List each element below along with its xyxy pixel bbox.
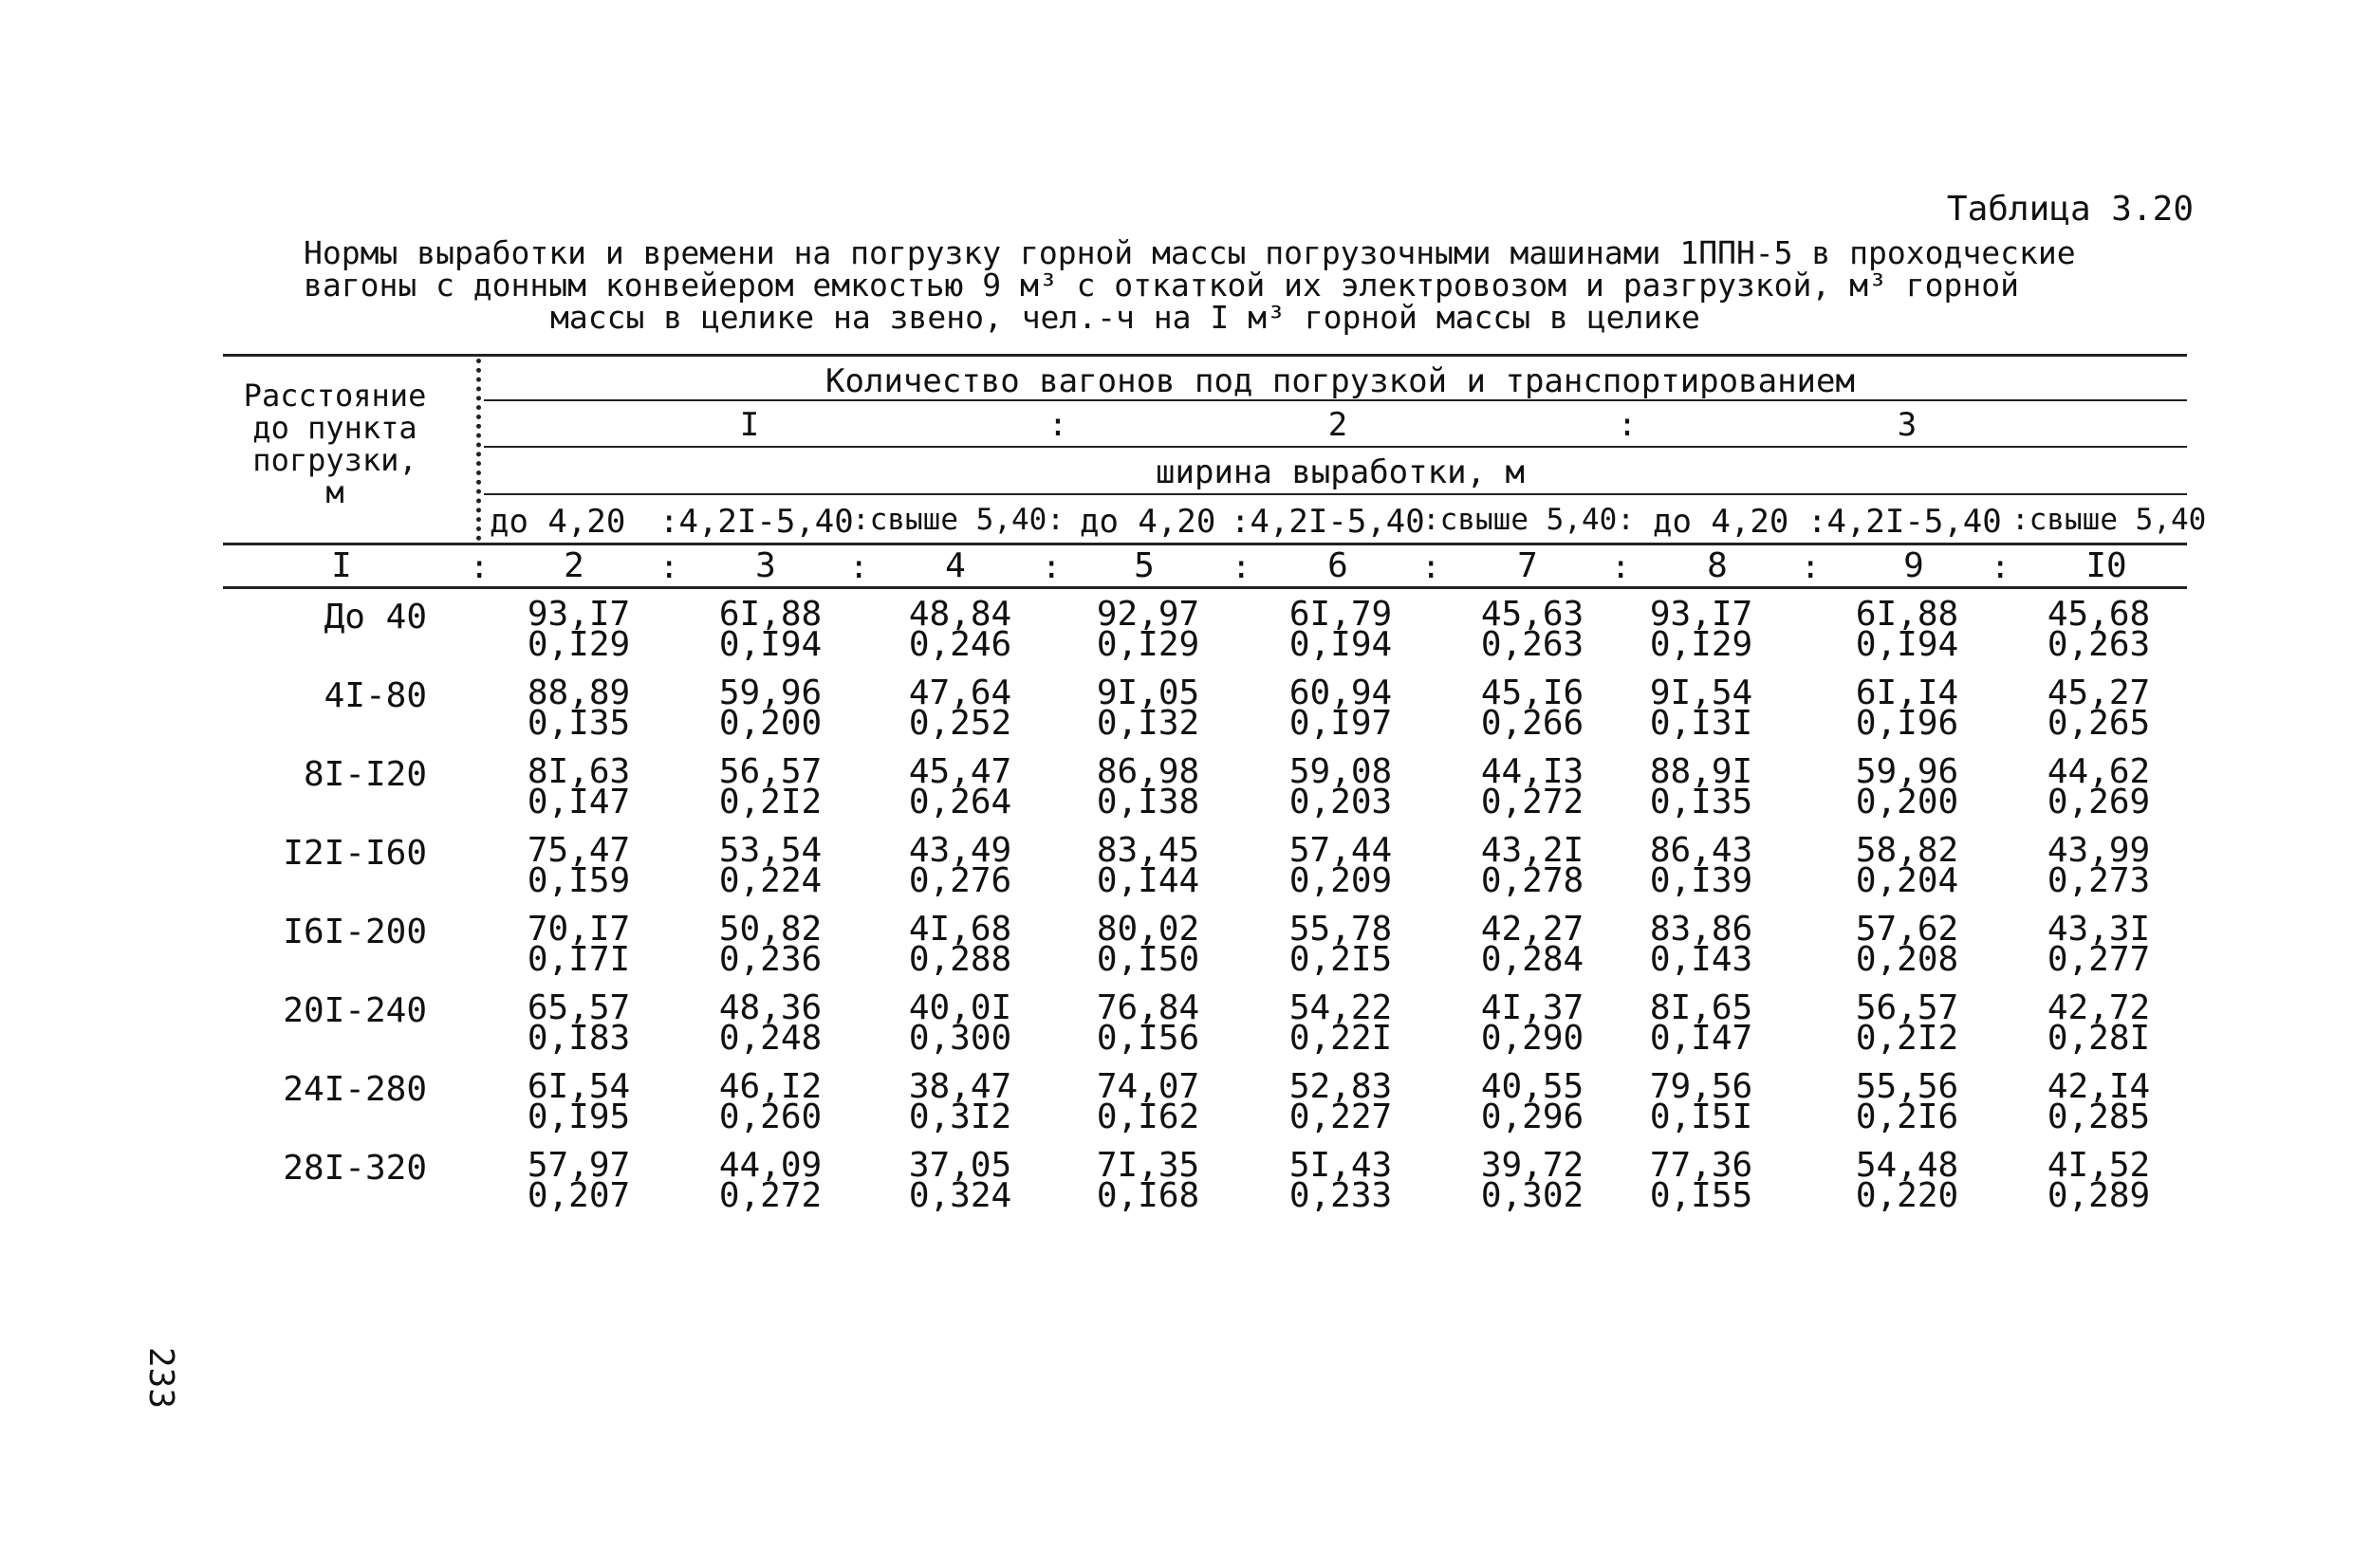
time-value: 0,22I — [1288, 1019, 1393, 1058]
output-value: 50,82 — [718, 910, 823, 949]
output-value: 44,I3 — [1480, 752, 1584, 791]
time-value: 0,I5I — [1649, 1098, 1753, 1136]
output-value: 44,62 — [2047, 752, 2151, 791]
column-number: 9 — [1903, 546, 1924, 585]
table-cell — [2042, 831, 2156, 900]
table-cell — [1475, 673, 1589, 743]
time-value: 0,I56 — [1096, 1019, 1200, 1058]
table-cell — [1091, 831, 1205, 900]
output-value: 42,72 — [2047, 988, 2151, 1027]
time-value: 0,265 — [2047, 704, 2151, 743]
output-value: 83,86 — [1649, 910, 1753, 949]
wagon-count-1: I — [739, 406, 760, 444]
time-value: 0,I94 — [1288, 625, 1393, 664]
output-value: 57,97 — [527, 1146, 631, 1185]
table-cell — [903, 595, 1017, 664]
table-cell — [522, 752, 636, 821]
table-cell — [1644, 988, 1758, 1058]
table-cell — [1475, 1067, 1589, 1136]
table-cell — [1091, 1146, 1205, 1215]
time-value: 0,I94 — [1855, 625, 1959, 664]
table-cell — [713, 910, 827, 979]
table-cell — [1475, 988, 1589, 1058]
header-text: погрузки, — [252, 442, 417, 478]
time-value: 0,I83 — [527, 1019, 631, 1058]
time-value: 0,289 — [2047, 1176, 2151, 1215]
column-number: 4 — [945, 546, 966, 585]
column-number-separator: : — [849, 548, 869, 586]
table-cell — [1644, 673, 1758, 743]
caption-line: массы в целике на звено, чел.-ч на I м³ горной массы в целике — [550, 299, 1700, 336]
time-value: 0,264 — [908, 783, 1012, 821]
time-value: 0,2I6 — [1855, 1098, 1959, 1136]
table-cell — [1091, 988, 1205, 1058]
output-value: 76,84 — [1096, 988, 1200, 1027]
caption-line: Нормы выработки и времени на погрузку горной массы погрузочными машинами 1ППН-5 в проходческие — [304, 234, 2076, 271]
table-caption — [285, 234, 2144, 336]
table-cell — [2042, 1146, 2156, 1215]
column-number: I0 — [2085, 546, 2127, 585]
time-value: 0,I35 — [1649, 783, 1753, 821]
time-value: 0,209 — [1288, 861, 1393, 900]
output-value: 58,82 — [1855, 831, 1959, 870]
time-value: 0,300 — [908, 1019, 1012, 1058]
time-value: 0,200 — [1855, 783, 1959, 821]
table-cell — [1644, 1067, 1758, 1136]
time-value: 0,I96 — [1855, 704, 1959, 743]
output-value: 88,89 — [527, 673, 631, 712]
table-cell — [713, 831, 827, 900]
output-value: 56,57 — [1855, 988, 1959, 1027]
row-distance: 8I-I20 — [303, 755, 427, 794]
time-value: 0,227 — [1288, 1098, 1393, 1136]
output-value: 4I,52 — [2047, 1146, 2151, 1185]
output-value: 55,56 — [1855, 1067, 1959, 1106]
table-cell — [1284, 1146, 1398, 1215]
output-value: 40,55 — [1480, 1067, 1584, 1106]
table-cell — [522, 910, 636, 979]
output-value: 4I,37 — [1480, 988, 1584, 1027]
time-value: 0,I59 — [527, 861, 631, 900]
table-cell — [713, 595, 827, 664]
wagon-count-3: 3 — [1897, 406, 1918, 444]
table-cell — [1091, 595, 1205, 664]
output-value: 86,98 — [1096, 752, 1200, 791]
output-value: 54,22 — [1288, 988, 1393, 1027]
output-value: 38,47 — [908, 1067, 1012, 1106]
output-value: 7I,35 — [1096, 1146, 1200, 1185]
width-label: :4,2I-5,40 — [659, 503, 854, 541]
time-value: 0,I94 — [718, 625, 823, 664]
output-value: 48,84 — [908, 595, 1012, 634]
output-value: 60,94 — [1288, 673, 1393, 712]
output-value: 9I,05 — [1096, 673, 1200, 712]
table-cell — [903, 910, 1017, 979]
output-value: 74,07 — [1096, 1067, 1200, 1106]
table-cell — [1091, 1067, 1205, 1136]
time-value: 0,200 — [718, 704, 823, 743]
table-cell — [2042, 1067, 2156, 1136]
time-value: 0,248 — [718, 1019, 823, 1058]
table-label: Таблица 3.20 — [1946, 190, 2194, 229]
output-value: 83,45 — [1096, 831, 1200, 870]
table-cell — [1475, 752, 1589, 821]
column-number-separator: : — [1421, 548, 1441, 586]
output-value: 86,43 — [1649, 831, 1753, 870]
time-value: 0,302 — [1480, 1176, 1584, 1215]
width-label: :4,2I-5,40 — [1807, 503, 2002, 541]
output-value: 77,36 — [1649, 1146, 1753, 1185]
column-number-separator: : — [1232, 548, 1251, 586]
time-value: 0,I62 — [1096, 1098, 1200, 1136]
output-value: 42,27 — [1480, 910, 1584, 949]
time-value: 0,2I5 — [1288, 940, 1393, 979]
row-distance: 20I-240 — [283, 991, 427, 1030]
table-cell — [522, 1067, 636, 1136]
output-value: 45,47 — [908, 752, 1012, 791]
output-value: 6I,88 — [718, 595, 823, 634]
table-cell — [713, 673, 827, 743]
header-text: Расстояние — [243, 378, 427, 414]
time-value: 0,204 — [1855, 861, 1959, 900]
time-value: 0,I7I — [527, 940, 631, 979]
table-cell — [1644, 595, 1758, 664]
output-value: 47,64 — [908, 673, 1012, 712]
row-distance: До 40 — [324, 598, 427, 636]
time-value: 0,272 — [1480, 783, 1584, 821]
table-cell — [903, 831, 1017, 900]
column-number-separator: : — [1042, 548, 1062, 586]
output-value: 52,83 — [1288, 1067, 1393, 1106]
table-cell — [1644, 752, 1758, 821]
time-value: 0,276 — [908, 861, 1012, 900]
width-title: ширина выработки, м — [1156, 453, 1525, 491]
output-value: 54,48 — [1855, 1146, 1959, 1185]
table-cell — [1091, 673, 1205, 743]
output-value: 55,78 — [1288, 910, 1393, 949]
table-cell — [1284, 831, 1398, 900]
column-number: 5 — [1134, 546, 1155, 585]
time-value: 0,233 — [1288, 1176, 1393, 1215]
time-value: 0,285 — [2047, 1098, 2151, 1136]
time-value: 0,324 — [908, 1176, 1012, 1215]
table-cell — [903, 752, 1017, 821]
table-cell — [1091, 910, 1205, 979]
table-cell — [1850, 831, 1964, 900]
width-label: :свыше 5,40 — [2011, 503, 2207, 537]
column-number: 2 — [564, 546, 584, 585]
column-number: 8 — [1707, 546, 1728, 585]
time-value: 0,278 — [1480, 861, 1584, 900]
output-value: 48,36 — [718, 988, 823, 1027]
table-cell — [713, 1146, 827, 1215]
time-value: 0,I95 — [527, 1098, 631, 1136]
time-value: 0,208 — [1855, 940, 1959, 979]
column-number-separator: : — [470, 548, 490, 586]
output-value: 44,09 — [718, 1146, 823, 1185]
output-value: 6I,88 — [1855, 595, 1959, 634]
header-bottom-rule — [223, 543, 2187, 545]
output-value: 42,I4 — [2047, 1067, 2151, 1106]
time-value: 0,I55 — [1649, 1176, 1753, 1215]
time-value: 0,272 — [718, 1176, 823, 1215]
time-value: 0,224 — [718, 861, 823, 900]
row-distance: I2I-I60 — [283, 834, 427, 873]
output-value: 6I,I4 — [1855, 673, 1959, 712]
output-value: 75,47 — [527, 831, 631, 870]
time-value: 0,203 — [1288, 783, 1393, 821]
output-value: 92,97 — [1096, 595, 1200, 634]
time-value: 0,I43 — [1649, 940, 1753, 979]
time-value: 0,2I2 — [1855, 1019, 1959, 1058]
table-cell — [713, 1067, 827, 1136]
row-distance: 24I-280 — [283, 1070, 427, 1109]
table-cell — [1475, 831, 1589, 900]
time-value: 0,I44 — [1096, 861, 1200, 900]
time-value: 0,2I2 — [718, 783, 823, 821]
column-number-separator: : — [659, 548, 679, 586]
time-value: 0,207 — [527, 1176, 631, 1215]
output-value: 79,56 — [1649, 1067, 1753, 1106]
table-cell — [522, 595, 636, 664]
time-value: 0,I29 — [527, 625, 631, 664]
output-value: 59,96 — [1855, 752, 1959, 791]
time-value: 0,284 — [1480, 940, 1584, 979]
table-cell — [713, 752, 827, 821]
table-cell — [903, 1067, 1017, 1136]
output-value: 80,02 — [1096, 910, 1200, 949]
stub-separator — [476, 359, 481, 541]
time-value: 0,266 — [1480, 704, 1584, 743]
time-value: 0,220 — [1855, 1176, 1959, 1215]
output-value: 43,3I — [2047, 910, 2151, 949]
width-label: до 4,20 — [1080, 503, 1216, 541]
wagon-count-separator: : — [1047, 406, 1068, 444]
output-value: 57,44 — [1288, 831, 1393, 870]
output-value: 8I,63 — [527, 752, 631, 791]
output-value: 56,57 — [718, 752, 823, 791]
column-number: 3 — [755, 546, 776, 585]
output-value: 9I,54 — [1649, 673, 1753, 712]
time-value: 0,I32 — [1096, 704, 1200, 743]
time-value: 0,I38 — [1096, 783, 1200, 821]
table-cell — [522, 831, 636, 900]
table-cell — [2042, 988, 2156, 1058]
time-value: 0,252 — [908, 704, 1012, 743]
header-text: до пункта — [252, 410, 417, 446]
time-value: 0,296 — [1480, 1098, 1584, 1136]
time-value: 0,236 — [718, 940, 823, 979]
table-cell — [1284, 1067, 1398, 1136]
time-value: 0,290 — [1480, 1019, 1584, 1058]
time-value: 0,I29 — [1096, 625, 1200, 664]
output-value: 6I,79 — [1288, 595, 1393, 634]
time-value: 0,I50 — [1096, 940, 1200, 979]
row-distance: 4I-80 — [324, 676, 427, 715]
table-cell — [903, 673, 1017, 743]
column-number-separator: : — [1611, 548, 1631, 586]
output-value: 5I,43 — [1288, 1146, 1393, 1185]
output-value: 45,27 — [2047, 673, 2151, 712]
output-value: 65,57 — [527, 988, 631, 1027]
time-value: 0,I97 — [1288, 704, 1393, 743]
time-value: 0,I39 — [1649, 861, 1753, 900]
table-top-rule — [223, 354, 2187, 357]
time-value: 0,263 — [1480, 625, 1584, 664]
header-text: м — [325, 474, 344, 510]
table-cell — [903, 1146, 1017, 1215]
table-cell — [1850, 673, 1964, 743]
wagon-count-title: Количество вагонов под погрузкой и транспортированием — [825, 362, 1855, 400]
table-cell — [1475, 595, 1589, 664]
table-cell — [1644, 910, 1758, 979]
table-cell — [522, 988, 636, 1058]
column-number: 7 — [1517, 546, 1538, 585]
output-value: 39,72 — [1480, 1146, 1584, 1185]
time-value: 0,I35 — [527, 704, 631, 743]
width-label: до 4,20 — [1653, 503, 1789, 541]
output-value: 59,96 — [718, 673, 823, 712]
table-cell — [1284, 595, 1398, 664]
output-value: 70,I7 — [527, 910, 631, 949]
time-value: 0,260 — [718, 1098, 823, 1136]
width-label: :4,2I-5,40 — [1231, 503, 1425, 541]
table-cell — [1850, 1146, 1964, 1215]
column-number-separator: : — [1801, 548, 1821, 586]
time-value: 0,I3I — [1649, 704, 1753, 743]
table-cell — [1850, 988, 1964, 1058]
table-cell — [1475, 1146, 1589, 1215]
output-value: 93,I7 — [527, 595, 631, 634]
page-number: 233 — [141, 1347, 180, 1410]
width-label: :свыше 5,40: — [1422, 503, 1635, 537]
table-cell — [2042, 752, 2156, 821]
column-number: I — [331, 546, 352, 585]
table-cell — [1284, 910, 1398, 979]
row-distance: I6I-200 — [283, 913, 427, 951]
output-value: 6I,54 — [527, 1067, 631, 1106]
output-value: 43,49 — [908, 831, 1012, 870]
time-value: 0,288 — [908, 940, 1012, 979]
table-cell — [1644, 831, 1758, 900]
width-label: :свыше 5,40: — [852, 503, 1065, 537]
output-value: 53,54 — [718, 831, 823, 870]
output-value: 8I,65 — [1649, 988, 1753, 1027]
column-number: 6 — [1327, 546, 1348, 585]
table-cell — [1644, 1146, 1758, 1215]
table-cell — [1475, 910, 1589, 979]
output-value: 4I,68 — [908, 910, 1012, 949]
output-value: 45,68 — [2047, 595, 2151, 634]
time-value: 0,28I — [2047, 1019, 2151, 1058]
table-cell — [2042, 673, 2156, 743]
column-number-rule — [223, 586, 2187, 589]
output-value: 37,05 — [908, 1146, 1012, 1185]
time-value: 0,I47 — [1649, 1019, 1753, 1058]
table-cell — [903, 988, 1017, 1058]
output-value: 57,62 — [1855, 910, 1959, 949]
time-value: 0,I47 — [527, 783, 631, 821]
table-cell — [522, 1146, 636, 1215]
time-value: 0,I68 — [1096, 1176, 1200, 1215]
output-value: 59,08 — [1288, 752, 1393, 791]
distance-header — [226, 379, 444, 508]
output-value: 43,99 — [2047, 831, 2151, 870]
output-value: 43,2I — [1480, 831, 1584, 870]
table-cell — [1091, 752, 1205, 821]
output-value: 46,I2 — [718, 1067, 823, 1106]
time-value: 0,I29 — [1649, 625, 1753, 664]
header-rule — [484, 493, 2187, 495]
table-cell — [1850, 1067, 1964, 1136]
time-value: 0,269 — [2047, 783, 2151, 821]
table-cell — [1850, 910, 1964, 979]
column-number-separator: : — [1991, 548, 2010, 586]
table-cell — [1284, 673, 1398, 743]
table-cell — [1284, 752, 1398, 821]
output-value: 40,0I — [908, 988, 1012, 1027]
table-cell — [1850, 752, 1964, 821]
time-value: 0,277 — [2047, 940, 2151, 979]
wagon-count-2: 2 — [1327, 406, 1348, 444]
time-value: 0,273 — [2047, 861, 2151, 900]
table-cell — [2042, 595, 2156, 664]
output-value: 93,I7 — [1649, 595, 1753, 634]
table-cell — [713, 988, 827, 1058]
table-cell — [522, 673, 636, 743]
table-cell — [1850, 595, 1964, 664]
time-value: 0,3I2 — [908, 1098, 1012, 1136]
wagon-count-separator: : — [1617, 406, 1638, 444]
time-value: 0,263 — [2047, 625, 2151, 664]
table-cell — [2042, 910, 2156, 979]
caption-line: вагоны с донным конвейером емкостью 9 м³ с откаткой их электровозом и разгрузкой, м³ горной — [304, 267, 2019, 304]
row-distance: 28I-320 — [283, 1149, 427, 1188]
width-label: до 4,20 — [490, 503, 626, 541]
output-value: 45,I6 — [1480, 673, 1584, 712]
output-value: 45,63 — [1480, 595, 1584, 634]
table-cell — [1284, 988, 1398, 1058]
output-value: 88,9I — [1649, 752, 1753, 791]
header-rule — [484, 446, 2187, 448]
time-value: 0,246 — [908, 625, 1012, 664]
